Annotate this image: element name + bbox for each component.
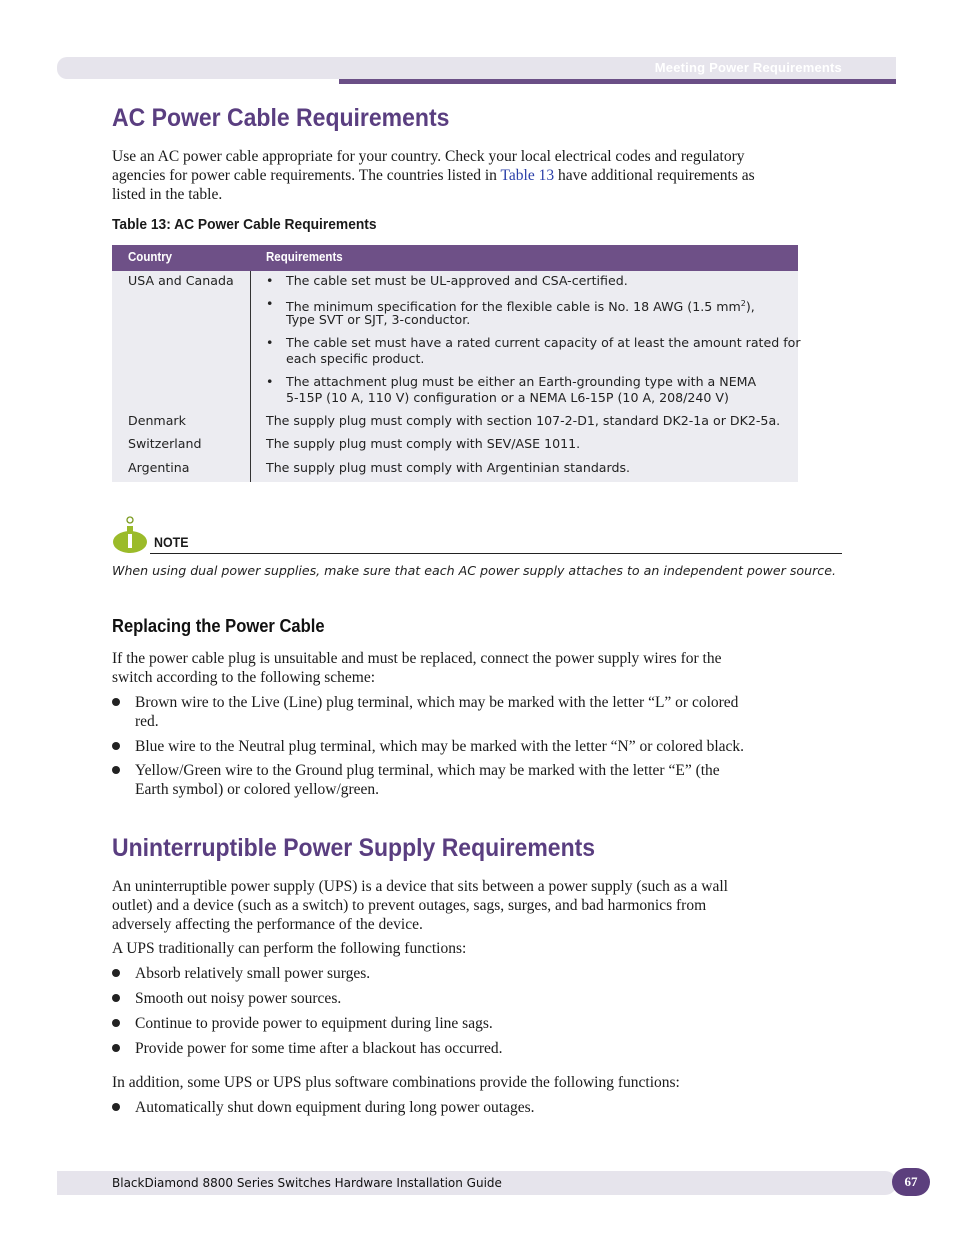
requirement-argentina: The supply plug must comply with Argentinian standards. (266, 460, 631, 475)
intro-line-3: listed in the table. (112, 186, 223, 203)
usa-requirement-4-cont: 5-15P (10 A, 110 V) configuration or a NEMA L6-15P (10 A, 208/240 V) (286, 390, 729, 405)
ups-intro (112, 877, 842, 934)
country-denmark: Denmark (128, 413, 186, 428)
list-item-function: Absorb relatively small power surges. (135, 965, 371, 982)
bullet-symbol: • (266, 335, 274, 350)
bullet-dot (112, 1019, 120, 1027)
bullet-dot (112, 1103, 120, 1111)
list-item-additional-function: Automatically shut down equipment during long power outages. (135, 1099, 535, 1116)
footer-title: BlackDiamond 8800 Series Switches Hardware Installation Guide (112, 1176, 502, 1190)
item-line: red. (135, 713, 159, 730)
section-title-ac-cable: AC Power Cable Requirements (112, 104, 450, 132)
req-text-end: ), (745, 299, 755, 315)
item-line: Earth symbol) or colored yellow/green. (135, 781, 380, 798)
bullet-dot (112, 742, 120, 750)
req-text: The minimum specification for the flexible cable is No. 18 AWG (1.5 mm (286, 299, 741, 315)
column-header-requirements: Requirements (266, 250, 343, 264)
bullet-dot (112, 969, 120, 977)
note-text: When using dual power supplies, make sure that each AC power supply attaches to an independent power source. (112, 563, 836, 578)
usa-requirement-3: The cable set must have a rated current capacity of at least the amount rated for (286, 335, 801, 350)
superscript: 2 (740, 299, 746, 308)
info-icon (112, 515, 148, 555)
header-rule (339, 79, 896, 84)
ac-cable-intro (112, 147, 842, 204)
list-item-blue-wire: Blue wire to the Neutral plug terminal, which may be marked with the letter “N” or colored black. (135, 738, 745, 755)
section-title-replacing: Replacing the Power Cable (112, 616, 325, 636)
intro-text: agencies for power cable requirements. The countries listed in (112, 167, 501, 184)
table-caption: Table 13: AC Power Cable Requirements (112, 216, 377, 233)
running-header: Meeting Power Requirements (654, 60, 842, 75)
bullet-symbol: • (266, 296, 274, 311)
replacing-intro (112, 649, 842, 687)
requirement-switzerland: The supply plug must comply with SEV/ASE 1011. (266, 436, 581, 451)
ups-functions-intro: A UPS traditionally can perform the following functions: (112, 940, 467, 957)
intro-line-2: outlet) and a device (such as a switch) to prevent outages, sags, surges, and bad harmonics from (112, 897, 707, 914)
bullet-symbol: • (266, 374, 274, 389)
intro-text-end: have additional requirements as (554, 167, 755, 184)
intro-line-1: If the power cable plug is unsuitable and must be replaced, connect the power supply wires for the (112, 650, 722, 667)
table-13-link[interactable]: Table 13 (500, 167, 555, 184)
bullet-dot (112, 1044, 120, 1052)
intro-line-2: switch according to the following scheme: (112, 669, 376, 686)
list-item-yellow-green-wire (135, 761, 835, 799)
item-line: Brown wire to the Live (Line) plug terminal, which may be marked with the letter “L” or colored (135, 694, 739, 711)
country-usa-canada: USA and Canada (128, 273, 234, 288)
intro-line-1: An uninterruptible power supply (UPS) is a device that sits between a power supply (such as a wall (112, 878, 728, 895)
usa-requirement-3-cont: each specific product. (286, 351, 425, 366)
bullet-dot (112, 766, 120, 774)
ups-additional-intro: In addition, some UPS or UPS plus software combinations provide the following functions: (112, 1074, 680, 1091)
section-title-ups: Uninterruptible Power Supply Requirements (112, 834, 596, 862)
column-header-country: Country (128, 250, 173, 264)
column-divider (250, 271, 251, 482)
list-item-function: Smooth out noisy power sources. (135, 990, 342, 1007)
note-rule (150, 553, 842, 554)
intro-line-2 (112, 166, 842, 185)
intro-line-1: Use an AC power cable appropriate for your country. Check your local electrical codes and regulatory (112, 148, 745, 165)
bullet-symbol: • (266, 273, 274, 288)
intro-line-3: adversely affecting the performance of the device. (112, 916, 423, 933)
usa-requirement-4: The attachment plug must be either an Earth-grounding type with a NEMA (286, 374, 757, 389)
usa-requirement-2-cont: Type SVT or SJT, 3-conductor. (286, 312, 471, 327)
list-item-function: Continue to provide power to equipment during line sags. (135, 1015, 493, 1032)
item-line: Yellow/Green wire to the Ground plug terminal, which may be marked with the letter “E” (the (135, 762, 720, 779)
requirement-denmark: The supply plug must comply with section 107-2-D1, standard DK2-1a or DK2-5a. (266, 413, 781, 428)
usa-requirement-1: The cable set must be UL-approved and CSA-certified. (286, 273, 628, 288)
ac-cable-table (112, 245, 801, 482)
table-header (112, 245, 798, 271)
bullet-dot (112, 994, 120, 1002)
bullet-dot (112, 698, 120, 706)
page-number: 67 (892, 1168, 930, 1196)
country-argentina: Argentina (128, 460, 190, 475)
list-item-function: Provide power for some time after a blackout has occurred. (135, 1040, 503, 1057)
country-switzerland: Switzerland (128, 436, 202, 451)
list-item-brown-wire (135, 693, 835, 731)
note-label: NOTE (154, 535, 189, 550)
